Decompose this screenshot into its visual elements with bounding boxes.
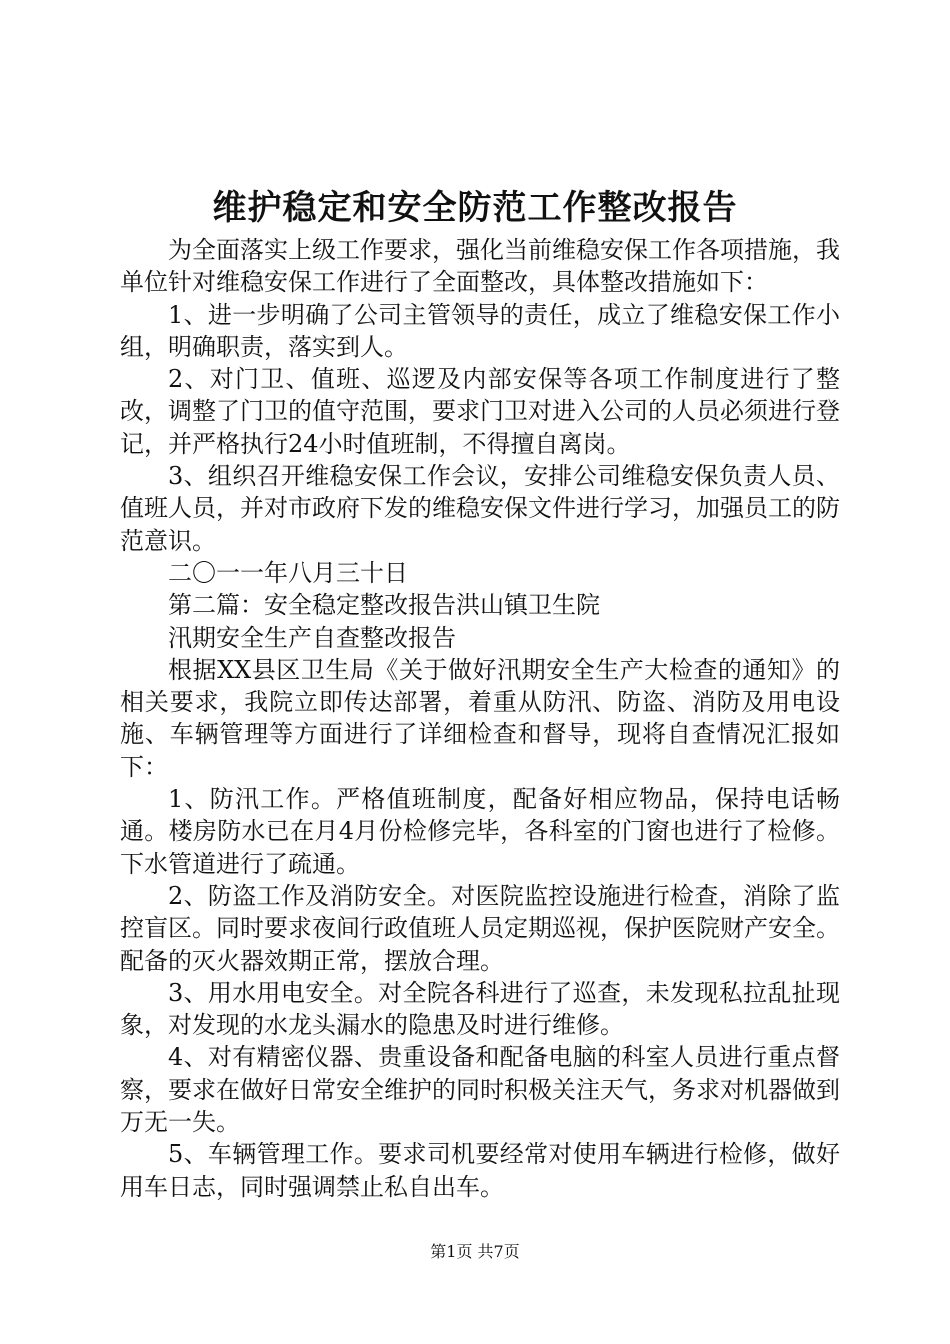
water-electric-safety-paragraph: 3、用水用电安全。对全院各科进行了巡查，未发现私拉乱扯现象，对发现的水龙头漏水的隐患及时进行维修。 [120, 978, 840, 1040]
page-footer: 第1页 共7页 [430, 1242, 520, 1261]
flood-control-paragraph: 1、防汛工作。严格值班制度，配备好相应物品，保持电话畅通。楼房防水已在月4月份检修完毕，各科室的门窗也进行了检修。下水管道进行了疏通。 [120, 785, 840, 878]
section-two-heading: 第二篇：安全稳定整改报告洪山镇卫生院 [168, 591, 600, 620]
document-body [120, 234, 840, 1203]
date-line: 二〇一一年八月三十日 [168, 558, 408, 587]
section-two-subtitle: 汛期安全生产自查整改报告 [168, 623, 456, 652]
measure-3-paragraph: 3、组织召开维稳安保工作会议，安排公司维稳安保负责人员、值班人员，并对市政府下发的维稳安保文件进行学习，加强员工的防范意识。 [120, 462, 840, 555]
document-title: 维护稳定和安全防范工作整改报告 [212, 188, 738, 228]
intro-paragraph: 为全面落实上级工作要求，强化当前维稳安保工作各项措施，我单位针对维稳安保工作进行了全面整改，具体整改措施如下： [120, 236, 840, 297]
measure-1-paragraph: 1、进一步明确了公司主管领导的责任，成立了维稳安保工作小组，明确职责，落实到人。 [120, 300, 840, 361]
section-two-intro-paragraph: 根据XX县区卫生局《关于做好汛期安全生产大检查的通知》的相关要求，我院立即传达部署，着重从防汛、防盗、消防及用电设施、车辆管理等方面进行了详细检查和督导，现将自查情况汇报如下： [120, 655, 840, 781]
theft-fire-safety-paragraph: 2、防盗工作及消防安全。对医院监控设施进行检查，消除了监控盲区。同时要求夜间行政值班人员定期巡视，保护医院财产安全。配备的灭火器效期正常，摆放合理。 [120, 881, 840, 975]
equipment-inspection-paragraph: 4、对有精密仪器、贵重设备和配备电脑的科室人员进行重点督察，要求在做好日常安全维护的同时积极关注天气，务求对机器做到万无一失。 [120, 1043, 840, 1137]
vehicle-management-paragraph: 5、车辆管理工作。要求司机要经常对使用车辆进行检修，做好用车日志，同时强调禁止私自出车。 [120, 1140, 840, 1201]
measure-2-paragraph: 2、对门卫、值班、巡逻及内部安保等各项工作制度进行了整改，调整了门卫的值守范围，要求门卫对进入公司的人员必须进行登记，并严格执行24小时值班制，不得擅自离岗。 [120, 365, 840, 458]
